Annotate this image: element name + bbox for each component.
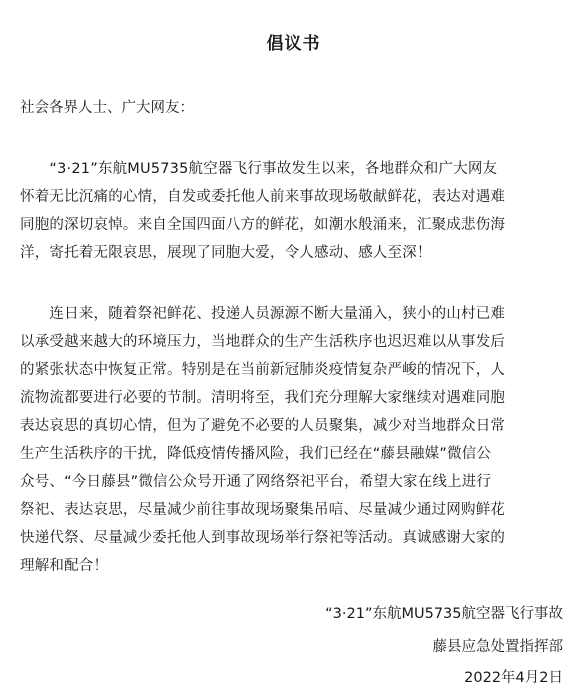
paragraph-line: 以承受越来越大的环境压力，当地群众的生产生活秩序也迟迟难以从事发后 <box>20 334 506 350</box>
paragraph-line: 表达哀思的真切心情，但为了避免不必要的人员聚集，减少对当地群众日常 <box>20 418 506 434</box>
signature-issuer-line1: “3·21”东航MU5735航空器飞行事故 <box>325 606 563 622</box>
paragraph-2 <box>20 300 568 580</box>
paragraph-1 <box>20 155 568 267</box>
signature-date: 2022年4月2日 <box>464 670 563 686</box>
paragraph-line: 祭祀、表达哀思，尽量减少前往事故现场聚集吊唁、尽量减少通过网购鲜花 <box>20 502 506 518</box>
paragraph-line: 快递代祭、尽量减少委托他人到事故现场举行祭祀等活动。真诚感谢大家的 <box>20 530 506 546</box>
paragraph-line: 连日来，随着祭祀鲜花、投递人员源源不断大量涌入，狭小的山村已难 <box>20 306 506 322</box>
paragraph-line: 生产生活秩序的干扰，降低疫情传播风险，我们已经在“藤县融媒”微信公 <box>20 446 492 462</box>
signature-issuer-line2: 藤县应急处置指挥部 <box>432 639 563 655</box>
paragraph-line: 洋，寄托着无限哀思，展现了同胞大爱，令人感动、感人至深！ <box>20 245 432 261</box>
document-title: 倡议书 <box>266 34 321 54</box>
paragraph-line: 怀着无比沉痛的心情，自发或委托他人前来事故现场敬献鲜花，表达对遇难 <box>20 189 506 205</box>
paragraph-line: 同胞的深切哀悼。来自全国四面八方的鲜花，如潮水般涌来，汇聚成悲伤海 <box>20 217 506 233</box>
paragraph-line: 众号、“今日藤县”微信公众号开通了网络祭祀平台，希望大家在线上进行 <box>20 474 492 490</box>
salutation: 社会各界人士、广大网友： <box>20 100 194 116</box>
paragraph-line: 理解和配合！ <box>20 558 109 574</box>
paragraph-line: 的紧张状态中恢复正常。特别是在当前新冠肺炎疫情复杂严峻的情况下，人 <box>20 362 506 378</box>
paragraph-line: “3·21”东航MU5735航空器飞行事故发生以来，各地群众和广大网友 <box>20 161 498 177</box>
paragraph-line: 流物流都要进行必要的节制。清明将至，我们充分理解大家继续对遇难同胞 <box>20 390 506 406</box>
